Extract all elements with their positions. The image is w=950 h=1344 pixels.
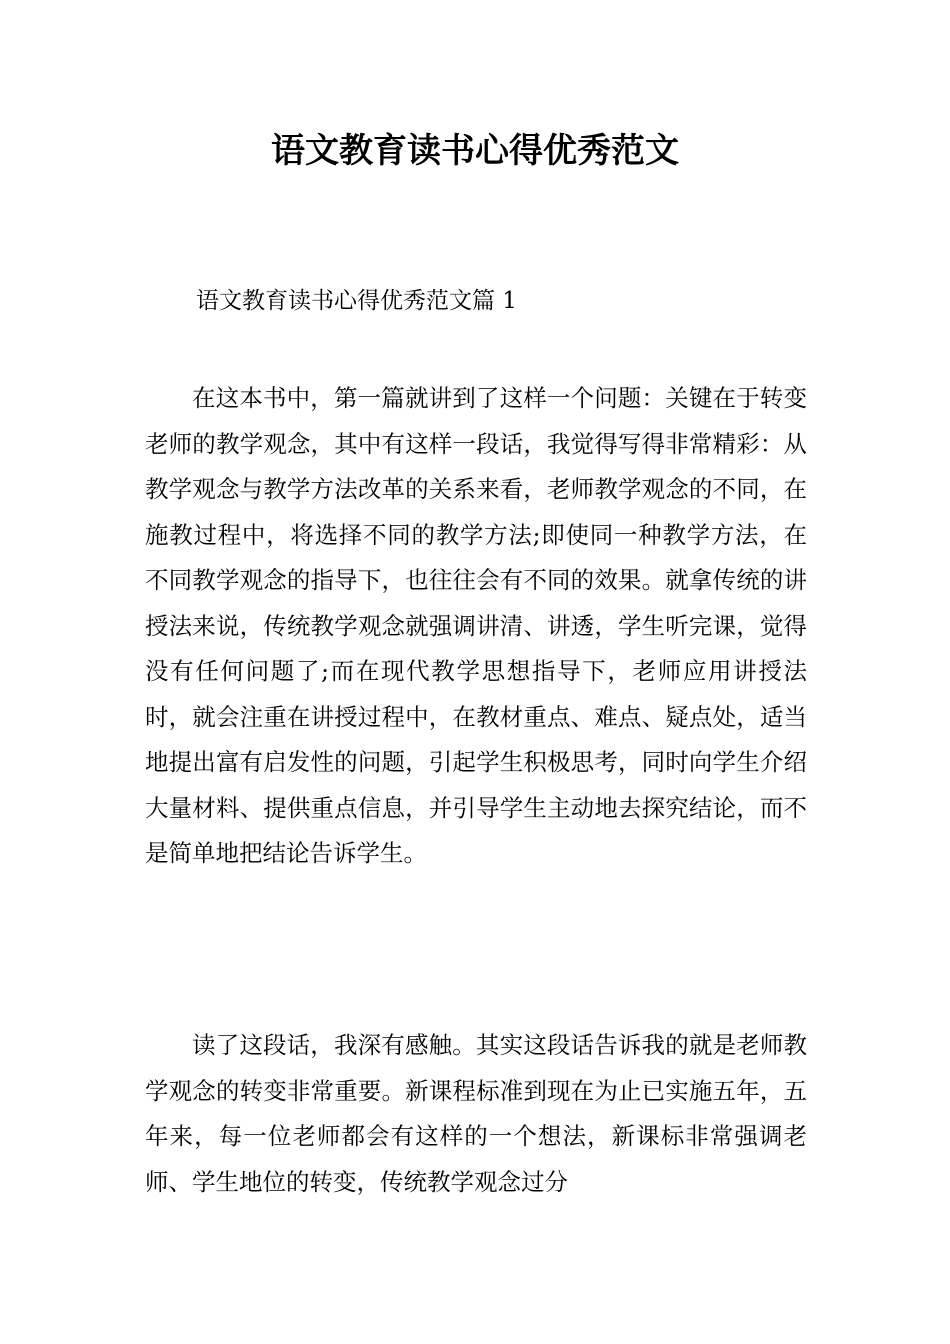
section-heading: 语文教育读书心得优秀范文篇 1 <box>196 288 517 314</box>
document-title: 语文教育读书心得优秀范文 <box>271 131 679 171</box>
body-paragraph: 在这本书中，第一篇就讲到了这样一个问题：关键在于转变老师的教学观念，其中有这样一段话，我觉得写得非常精彩：从教学观念与教学方法改革的关系来看，老师教学观念的不同，在施教过程中，将选择不同的教学方法;即使同一种教学方法，在不同教学观念的指导下，也往往会有不同的效果。就拿传统的讲授法来说，传统教学观念就强调讲清、讲透，学生听完课，觉得没有任何问题了;而在现代教学思想指导下，老师应用讲授法时，就会注重在讲授过程中，在教材重点、难点、疑点处，适当地提出富有启发性的问题，引起学生积极思考，同时向学生介绍大量材料、提供重点信息，并引导学生主动地去探究结论，而不是简单地把结论告诉学生。 <box>145 384 807 867</box>
body-paragraph: 读了这段话，我深有感触。其实这段话告诉我的就是老师教学观念的转变非常重要。新课程标准到现在为止已实施五年，五年来，每一位老师都会有这样的一个想法，新课标非常强调老师、学生地位的转变，传统教学观念过分 <box>145 1031 807 1196</box>
